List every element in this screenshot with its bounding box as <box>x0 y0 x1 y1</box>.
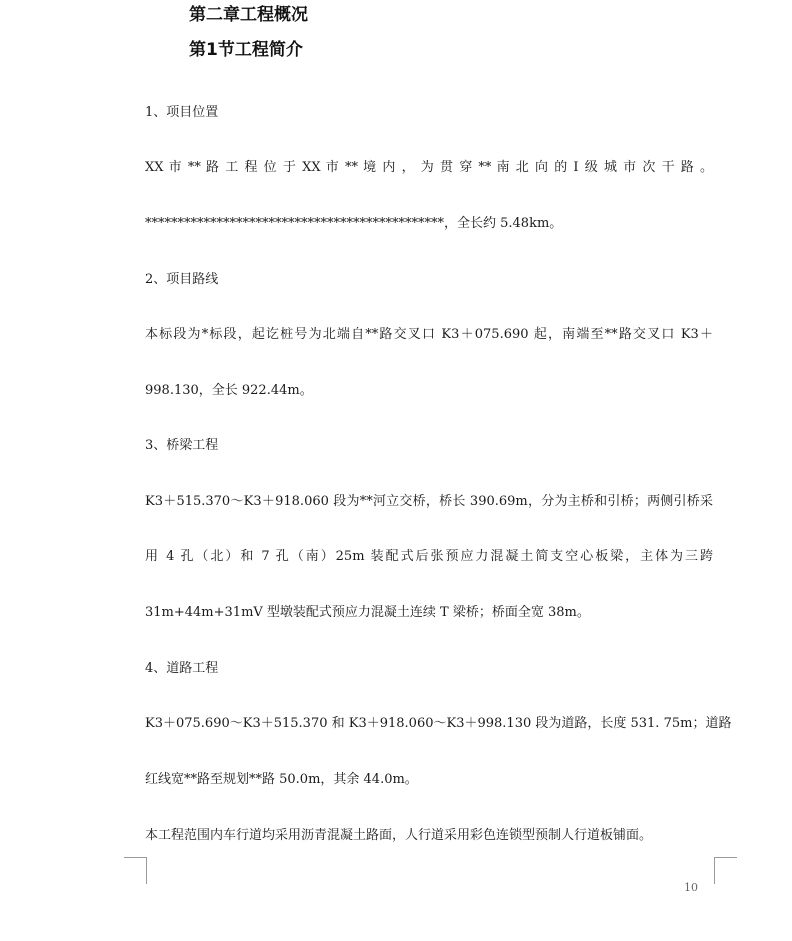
paragraph-line: XX 市 ** 路 工 程 位 于 XX 市 ** 境 内 ， 为 贯 穿 ** 南 北 向 的 Ⅰ 级 城 市 次 干 路 。 <box>145 160 713 175</box>
subheading-project-location: 1、项目位置 <box>145 105 219 120</box>
section-title: 第1节工程简介 <box>189 40 303 60</box>
page-number: 10 <box>684 881 698 894</box>
subheading-road-works: 4、道路工程 <box>145 661 219 676</box>
paragraph-line: 本工程范围内车行道均采用沥青混凝土路面，人行道采用彩色连锁型预制人行道板铺面。 <box>145 828 653 843</box>
paragraph-line: 31m+44m+31mV 型墩装配式预应力混凝土连续 T 梁桥；桥面全宽 38m。 <box>145 605 590 620</box>
paragraph-line: K3＋075.690～K3＋515.370 和 K3＋918.060～K3＋998.130 段为道路，长度 531. 75m；道路 <box>145 716 732 731</box>
page-corner-mark-right <box>714 857 737 884</box>
subheading-bridge-works: 3、桥梁工程 <box>145 438 219 453</box>
paragraph-line: K3＋515.370～K3＋918.060 段为**河立交桥，桥长 390.69m，分为主桥和引桥；两侧引桥采 <box>145 494 713 509</box>
chapter-title: 第二章工程概况 <box>189 5 308 25</box>
paragraph-line: 用 4 孔（北）和 7 孔（南）25m 装配式后张预应力混凝土简支空心板梁，主体为三跨 <box>145 549 713 564</box>
page-corner-mark-left <box>124 857 147 884</box>
subheading-project-route: 2、项目路线 <box>145 272 219 287</box>
paragraph-line: 998.130，全长 922.44m。 <box>145 383 313 398</box>
paragraph-line: **********************************************，全长约 5.48km。 <box>145 216 563 231</box>
paragraph-line: 本标段为*标段，起讫桩号为北端自**路交叉口 K3＋075.690 起，南端至**路交叉口 K3＋ <box>145 327 713 342</box>
paragraph-line: 红线宽**路至规划**路 50.0m，其余 44.0m。 <box>145 772 418 787</box>
